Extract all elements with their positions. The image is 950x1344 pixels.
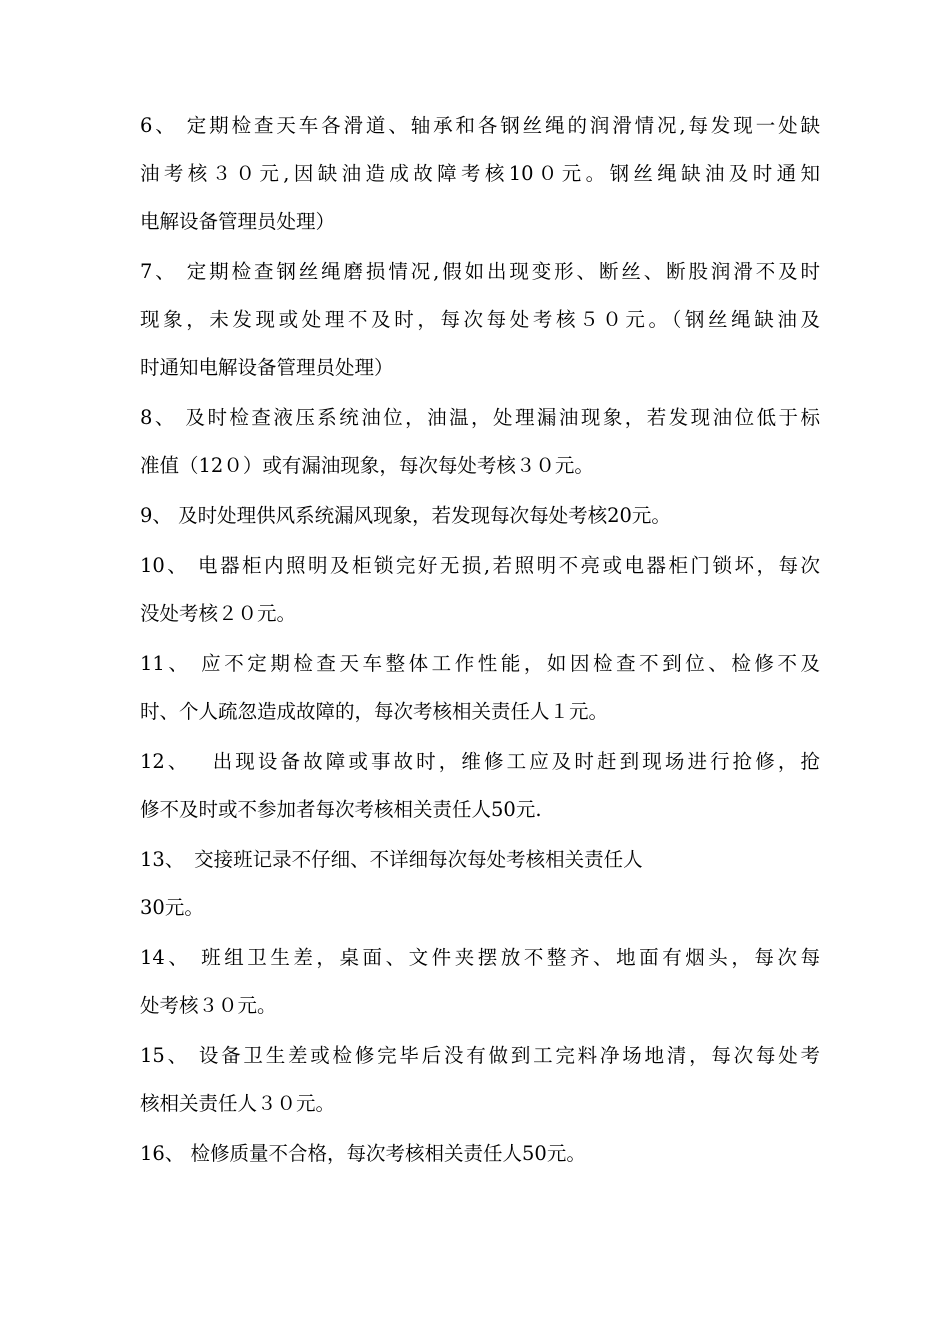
clause-15 <box>140 1044 820 1116</box>
clause-16 <box>140 1142 820 1166</box>
clause-8 <box>140 406 820 478</box>
clause-line: 14、 班组卫生差，桌面、文件夹摆放不整齐、地面有烟头，每次每 <box>140 946 820 969</box>
clause-line: 10、 电器柜内照明及柜锁完好无损,若照明不亮或电器柜门锁坏，每次 <box>140 554 820 577</box>
clause-7 <box>140 260 820 380</box>
clause-line: 12、 出现设备故障或事故时，维修工应及时赶到现场进行抢修，抢 <box>140 750 820 773</box>
clause-line: 现象，未发现或处理不及时，每次每处考核５０元。（钢丝绳缺油及 <box>140 308 820 331</box>
clause-line: 9、 及时处理供风系统漏风现象，若发现每次每处考核20元。 <box>140 504 671 527</box>
clause-line: 没处考核２０元。 <box>140 602 297 625</box>
clause-line: 电解设备管理员处理） <box>140 210 336 233</box>
clause-line: 时通知电解设备管理员处理） <box>140 356 394 379</box>
clause-6 <box>140 114 820 234</box>
clause-12 <box>140 750 820 822</box>
clause-line: 6、 定期检查天车各滑道、轴承和各钢丝绳的润滑情况,每发现一处缺 <box>140 114 820 137</box>
clause-line: 修不及时或不参加者每次考核相关责任人50元. <box>140 798 542 821</box>
clause-line: 油考核３０元,因缺油造成故障考核10０元。钢丝绳缺油及时通知 <box>140 162 820 185</box>
clause-line: 核相关责任人３０元。 <box>140 1092 336 1115</box>
clause-14 <box>140 946 820 1018</box>
clause-13 <box>140 848 820 920</box>
document-body <box>140 114 820 1166</box>
clause-9 <box>140 504 820 528</box>
clause-line: 准值（12０）或有漏油现象，每次每处考核３０元。 <box>140 454 594 477</box>
clause-line: 30元。 <box>140 896 204 919</box>
clause-11 <box>140 652 820 724</box>
clause-line: 处考核３０元。 <box>140 994 277 1017</box>
clause-line: 7、 定期检查钢丝绳磨损情况,假如出现变形、断丝、断股润滑不及时 <box>140 260 820 283</box>
clause-line: 16、 检修质量不合格，每次考核相关责任人50元。 <box>140 1142 586 1165</box>
clause-line: 8、 及时检查液压系统油位，油温，处理漏油现象，若发现油位低于标 <box>140 406 820 429</box>
clause-line: 13、 交接班记录不仔细、不详细每次每处考核相关责任人 <box>140 848 643 871</box>
clause-10 <box>140 554 820 626</box>
clause-line: 15、 设备卫生差或检修完毕后没有做到工完料净场地清，每次每处考 <box>140 1044 820 1067</box>
clause-line: 时、个人疏忽造成故障的，每次考核相关责任人１元。 <box>140 700 609 723</box>
clause-line: 11、 应不定期检查天车整体工作性能，如因检查不到位、检修不及 <box>140 652 820 675</box>
